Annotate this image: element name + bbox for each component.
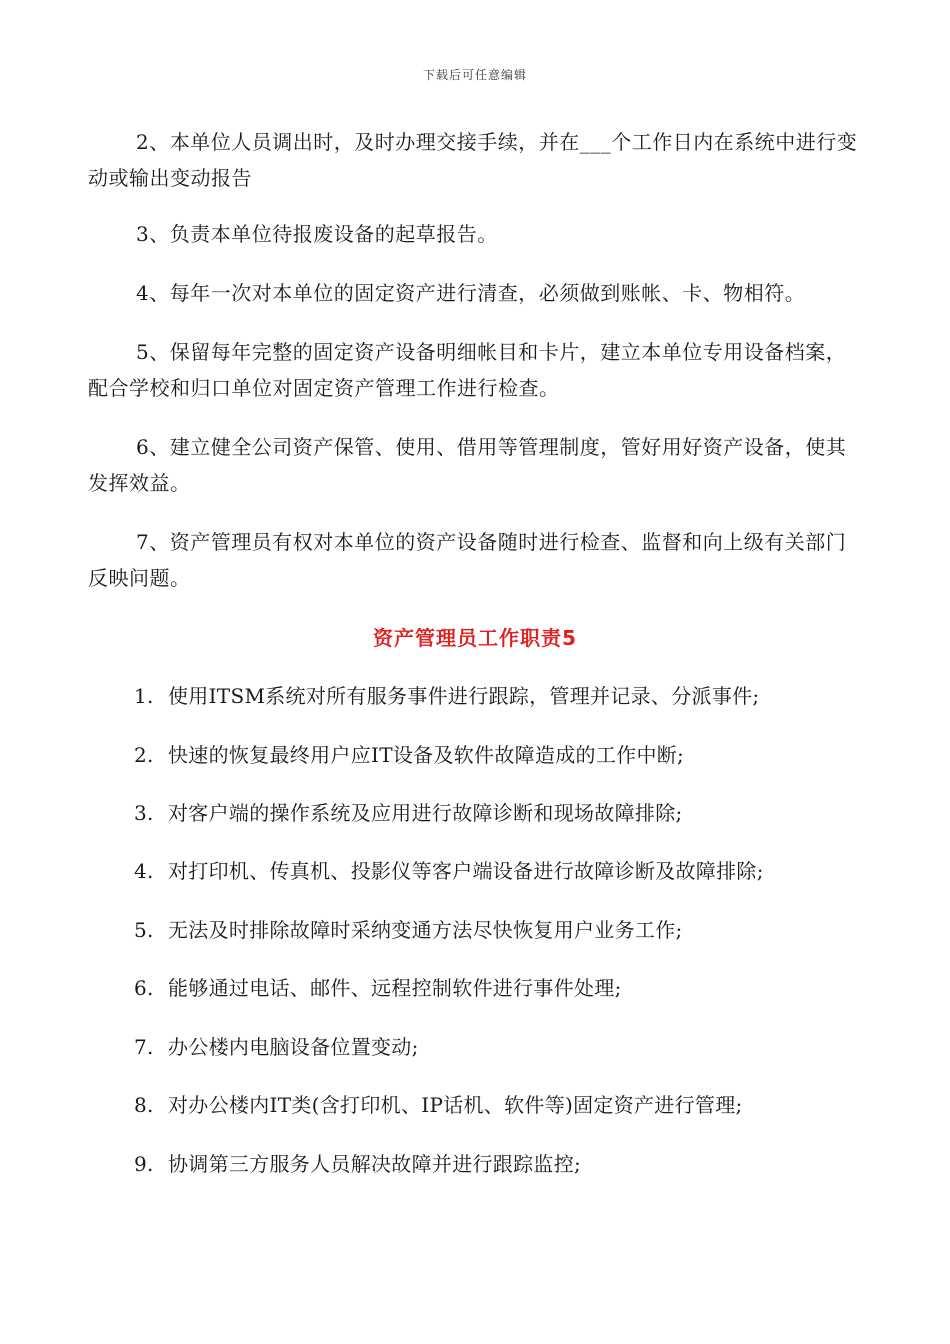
paragraph-7: 7、资产管理员有权对本单位的资产设备随时进行检查、监督和向上级有关部门反映问题。 <box>88 530 847 590</box>
list-item <box>134 853 864 889</box>
list-item-text: 对客户端的操作系统及应用进行故障诊断和现场故障排除; <box>168 801 683 825</box>
list-item <box>134 737 864 773</box>
list-item <box>134 1029 864 1065</box>
paragraph-2: 2、本单位人员调出时，及时办理交接手续，并在___个工作日内在系统中进行变动或输出变动报告 <box>88 130 858 190</box>
list-item-text: 对办公楼内IT类(含打印机、IP话机、软件等)固定资产进行管理; <box>168 1093 743 1117</box>
list-item <box>134 1146 864 1182</box>
list-item-number: 3. <box>134 801 154 825</box>
list-item-number: 9. <box>134 1152 154 1176</box>
list-item <box>134 912 864 948</box>
list-item-number: 8. <box>134 1093 154 1117</box>
list-item <box>134 678 864 714</box>
list-item-text: 能够通过电话、邮件、远程控制软件进行事件处理; <box>168 976 622 1000</box>
section-title: 资产管理员工作职责5 <box>373 626 577 650</box>
paragraph-4: 4、每年一次对本单位的固定资产进行清查，必须做到账帐、卡、物相符。 <box>136 281 806 305</box>
list-item-number: 6. <box>134 976 154 1000</box>
list-item-text: 协调第三方服务人员解决故障并进行跟踪监控; <box>168 1152 582 1176</box>
list-item-number: 7. <box>134 1035 154 1059</box>
list-item-text: 快速的恢复最终用户应IT设备及软件故障造成的工作中断; <box>168 743 685 767</box>
page-header-note: 下载后可任意编辑 <box>422 68 527 82</box>
paragraph-5: 5、保留每年完整的固定资产设备明细帐目和卡片，建立本单位专用设备档案，配合学校和归口单位对固定资产管理工作进行检查。 <box>88 340 847 400</box>
list-item-number: 4. <box>134 859 154 883</box>
list-item-text: 对打印机、传真机、投影仪等客户端设备进行故障诊断及故障排除; <box>168 859 764 883</box>
list-item-text: 无法及时排除故障时采纳变通方法尽快恢复用户业务工作; <box>168 918 683 942</box>
list-item <box>134 970 864 1006</box>
list-item-number: 1. <box>134 684 154 708</box>
list-item-text: 办公楼内电脑设备位置变动; <box>168 1035 419 1059</box>
list-item-number: 5. <box>134 918 154 942</box>
list-item <box>134 1087 864 1123</box>
paragraph-6: 6、建立健全公司资产保管、使用、借用等管理制度，管好用好资产设备，使其发挥效益。 <box>88 435 847 495</box>
list-item <box>134 795 864 831</box>
list-item-text: 使用ITSM系统对所有服务事件进行跟踪，管理并记录、分派事件; <box>168 684 760 708</box>
paragraph-3: 3、负责本单位待报废设备的起草报告。 <box>136 222 498 246</box>
list-item-number: 2. <box>134 743 154 767</box>
